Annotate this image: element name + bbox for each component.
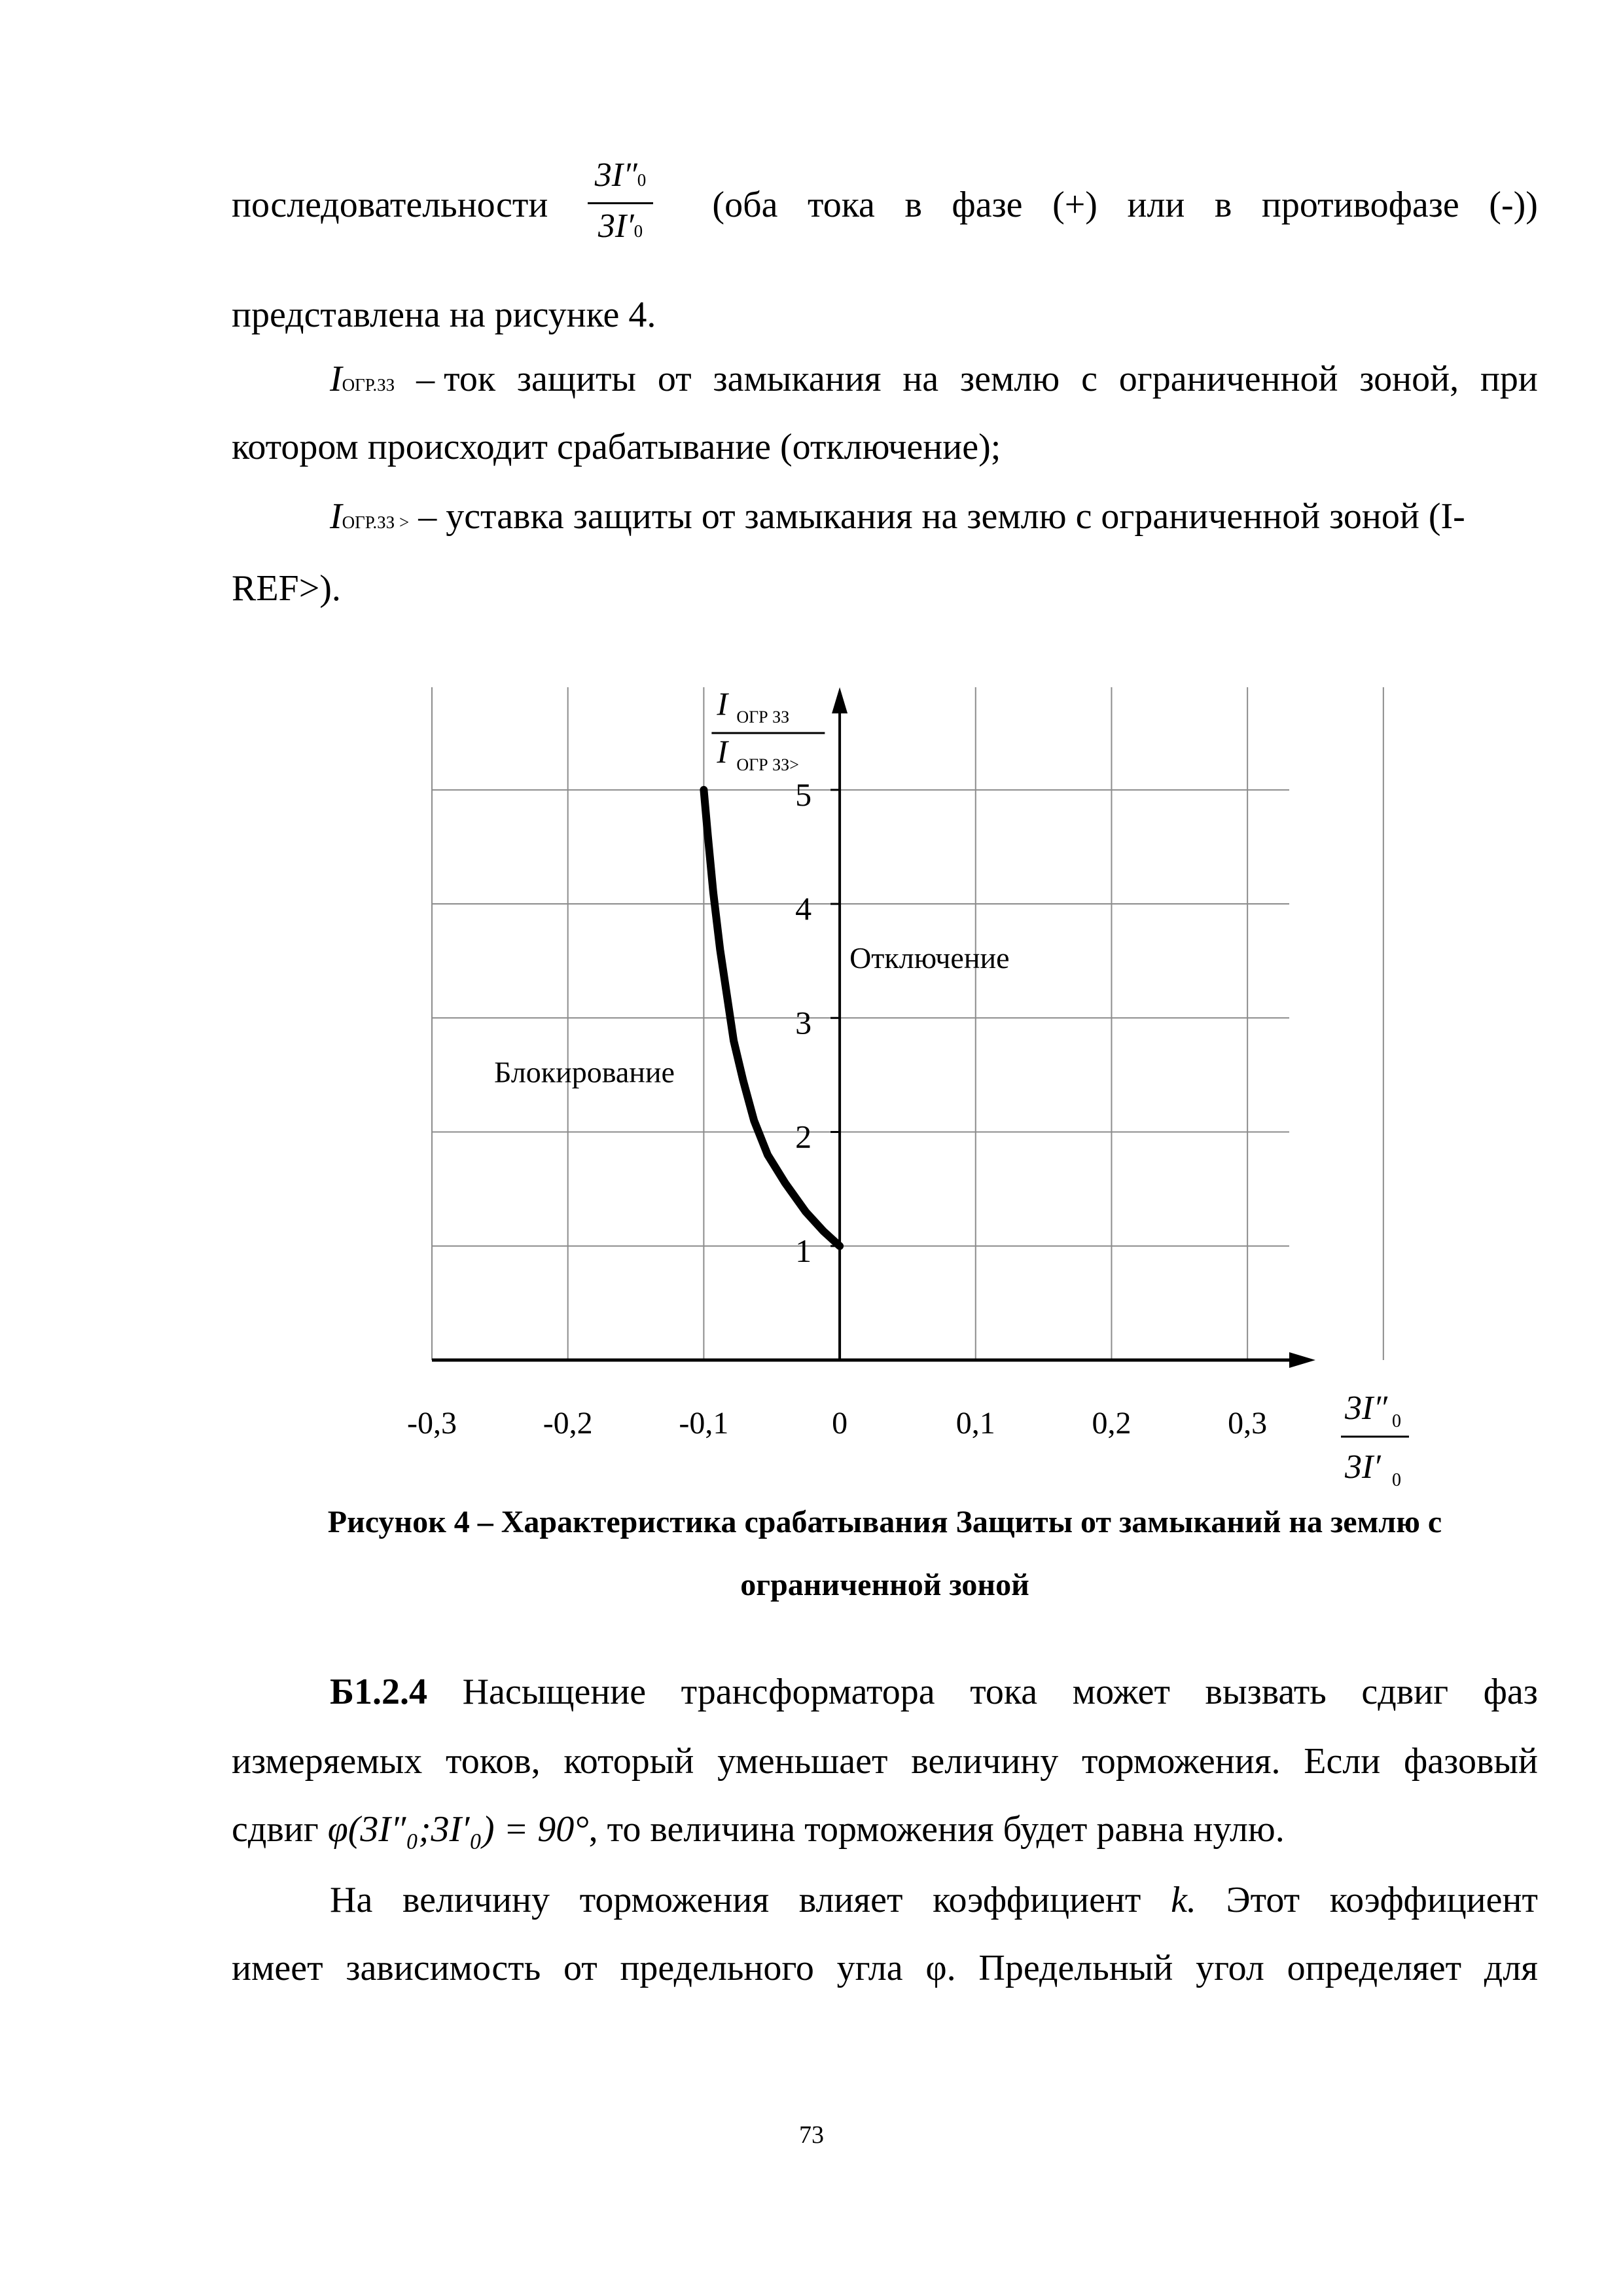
word: противофазе (1261, 185, 1459, 225)
x-axis-arrow (1289, 1352, 1315, 1368)
word: коэффициент (933, 1880, 1141, 1920)
section-number: Б1.2.4 (330, 1672, 428, 1712)
word: торможения (579, 1880, 770, 1920)
word: землю (960, 359, 1060, 399)
page-number: 73 (799, 2121, 824, 2149)
x-tick-label: -0,3 (407, 1406, 457, 1441)
text: – уставка защиты от замыкания на землю с ограниченной зоной (I- (418, 496, 1465, 537)
paragraph-2-line-1 (330, 1670, 1538, 1713)
word: Этот (1226, 1880, 1300, 1920)
chart-ticks (407, 776, 1267, 1441)
y-tick-label: 4 (795, 890, 812, 927)
subscript: ОГР.ЗЗ > (342, 512, 410, 532)
paragraph-3-line-2 (232, 1946, 1538, 1990)
x-tick-label: -0,1 (679, 1406, 729, 1441)
word: величину (911, 1741, 1059, 1782)
word: замыкания (713, 359, 882, 399)
tripping-characteristic-chart (366, 674, 1401, 1525)
x-tick-label: -0,2 (543, 1406, 593, 1441)
word: уменьшает (717, 1741, 888, 1782)
text-line-5 (330, 495, 1538, 544)
word: предельного (620, 1948, 814, 1988)
text: , то величина торможения будет равна нулю. (588, 1809, 1285, 1850)
word: (-)) (1489, 185, 1538, 225)
y-tick-label: 1 (795, 1232, 812, 1269)
fraction-denominator: 3I′ (597, 207, 634, 245)
word: Если (1304, 1741, 1381, 1782)
region-label-block: Блокирование (494, 1055, 675, 1089)
word: при (1480, 359, 1538, 399)
word: угла (836, 1948, 903, 1988)
word: сдвиг (1361, 1672, 1449, 1712)
y-axis-arrow (832, 687, 847, 713)
word: Насыщение (462, 1672, 647, 1712)
fraction-bar (588, 202, 653, 204)
x-tick-label: 0,1 (955, 1406, 995, 1441)
word: токов, (446, 1741, 541, 1782)
subscript: ОГР.ЗЗ (342, 375, 395, 395)
word: торможения. (1082, 1741, 1281, 1782)
word: (оба (712, 185, 778, 225)
y-tick-label: 3 (795, 1004, 812, 1041)
word: На (330, 1880, 373, 1920)
x-tick-label: 0,3 (1228, 1406, 1268, 1441)
word: последовательности (232, 185, 548, 225)
variable: I (330, 359, 342, 399)
paragraph-2-line-2 (232, 1740, 1538, 1783)
word: сдвиг (232, 1809, 319, 1850)
figure-caption-line-2: ограниченной зоной (740, 1568, 1029, 1602)
y-tick-label: 5 (795, 776, 812, 813)
paragraph-3-line-1 (330, 1878, 1538, 1922)
text-line-2: представлена на рисунке 4. (232, 295, 656, 335)
region-label-trip: Отключение (849, 941, 1010, 975)
word: определяет (1287, 1948, 1462, 1988)
x-axis-label-numerator: 3I″ (1345, 1390, 1387, 1427)
x-axis-label-numerator-subscript: 0 (1392, 1411, 1401, 1431)
text-line-3 (330, 357, 1538, 406)
fraction-numerator: 3I″ (594, 156, 637, 194)
word: трансформатора (681, 1672, 935, 1712)
word: величину (402, 1880, 550, 1920)
y-tick-label: 2 (795, 1118, 812, 1155)
word: измеряемых (232, 1741, 423, 1782)
word: от (563, 1948, 597, 1988)
word: имеет (232, 1948, 323, 1988)
chart-labels (494, 685, 1409, 1490)
subscript: 0 (633, 221, 643, 241)
word: k. (1171, 1880, 1196, 1920)
word: на (902, 359, 939, 399)
word: в (1214, 185, 1232, 225)
y-axis-label-numerator-subscript: ОГР ЗЗ (736, 708, 790, 726)
word: зависимость (346, 1948, 541, 1988)
word: фаз (1483, 1672, 1538, 1712)
word: тока (807, 185, 875, 225)
phase-shift-formula: φ(3I″₀;3I′₀) = 90° (327, 1809, 589, 1850)
text-line-1 (232, 183, 1538, 226)
figure-caption-line-1: Рисунок 4 – Характеристика срабатывания Защиты от замыканий на землю с (327, 1505, 1442, 1539)
text-line-6: REF>). (232, 568, 341, 609)
word: или (1127, 185, 1185, 225)
x-axis-label-denominator: 3I′ (1345, 1448, 1381, 1486)
word: фазе (952, 185, 1023, 225)
subscript: 0 (637, 170, 647, 190)
word: Предельный (978, 1948, 1173, 1988)
word: коэффициент (1329, 1880, 1538, 1920)
chart-grid (432, 687, 1383, 1360)
variable-i-ogr (330, 357, 395, 406)
x-tick-label: 0,2 (1092, 1406, 1132, 1441)
word: в (904, 185, 922, 225)
word: защиты (516, 359, 637, 399)
word: угол (1196, 1948, 1264, 1988)
x-tick-label: 0 (832, 1406, 848, 1441)
word: ограниченной (1118, 359, 1338, 399)
y-axis-label-denominator-subscript: ОГР ЗЗ> (736, 755, 799, 774)
word: с (1081, 359, 1097, 399)
word: тока (970, 1672, 1038, 1712)
word: может (1072, 1672, 1170, 1712)
text-line-4: котором происходит срабатывание (отключение); (232, 427, 1001, 467)
current-ratio-fraction (588, 156, 653, 251)
word: влияет (798, 1880, 903, 1920)
word: вызвать (1205, 1672, 1327, 1712)
word: от (657, 359, 692, 399)
word: – ток (416, 359, 496, 399)
word: который (563, 1741, 694, 1782)
paragraph-2-line-3 (232, 1808, 1538, 1851)
y-axis-label-denominator: I (717, 733, 728, 770)
variable: I (330, 496, 342, 537)
word: для (1484, 1948, 1538, 1988)
word: (+) (1052, 185, 1097, 225)
x-axis-label-denominator-subscript: 0 (1392, 1470, 1401, 1490)
word: φ. (925, 1948, 956, 1988)
y-axis-label-numerator: I (717, 685, 728, 722)
word: зоной, (1359, 359, 1459, 399)
word: фазовый (1404, 1741, 1538, 1782)
